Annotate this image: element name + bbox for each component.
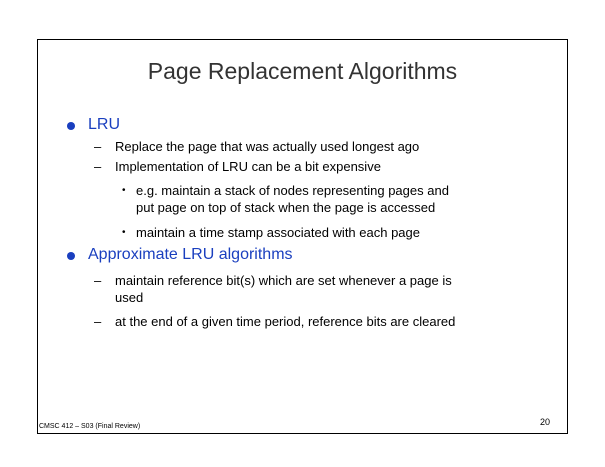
subitem-line: maintain a time stamp associated with each page bbox=[136, 225, 420, 240]
section-heading-lru: LRU bbox=[88, 116, 121, 133]
small-bullet-icon: • bbox=[122, 185, 126, 196]
dash-icon: – bbox=[94, 139, 102, 154]
item-text: at the end of a given time period, reference bits are cleared bbox=[115, 314, 456, 329]
item-text: Implementation of LRU can be a bit expensive bbox=[115, 159, 381, 174]
bullet-dot-icon bbox=[67, 252, 75, 260]
slide-footer: CMSC 412 – S03 (Final Review) bbox=[39, 423, 141, 430]
section-heading-approx-lru: Approximate LRU algorithms bbox=[88, 246, 293, 263]
bullet-approx-lru bbox=[88, 246, 293, 264]
item-line: used bbox=[115, 290, 144, 305]
item-text: Replace the page that was actually used longest ago bbox=[115, 139, 420, 154]
sub-list-item bbox=[122, 224, 420, 241]
slide-title: Page Replacement Algorithms bbox=[147, 58, 458, 84]
bullet-lru bbox=[88, 116, 120, 134]
small-bullet-icon: • bbox=[122, 227, 126, 238]
page-number: 20 bbox=[540, 417, 551, 427]
dash-icon: – bbox=[94, 273, 102, 288]
list-item bbox=[94, 158, 381, 175]
dash-icon: – bbox=[94, 314, 102, 329]
sub-list-item bbox=[122, 182, 449, 216]
dash-icon: – bbox=[94, 159, 102, 174]
subitem-line: put page on top of stack when the page is accessed bbox=[136, 200, 436, 215]
list-item bbox=[94, 272, 452, 306]
list-item bbox=[94, 138, 420, 155]
bullet-dot-icon bbox=[67, 122, 75, 130]
list-item bbox=[94, 313, 456, 330]
item-line: maintain reference bit(s) which are set whenever a page is bbox=[115, 273, 452, 288]
subitem-line: e.g. maintain a stack of nodes representing pages and bbox=[136, 183, 449, 198]
